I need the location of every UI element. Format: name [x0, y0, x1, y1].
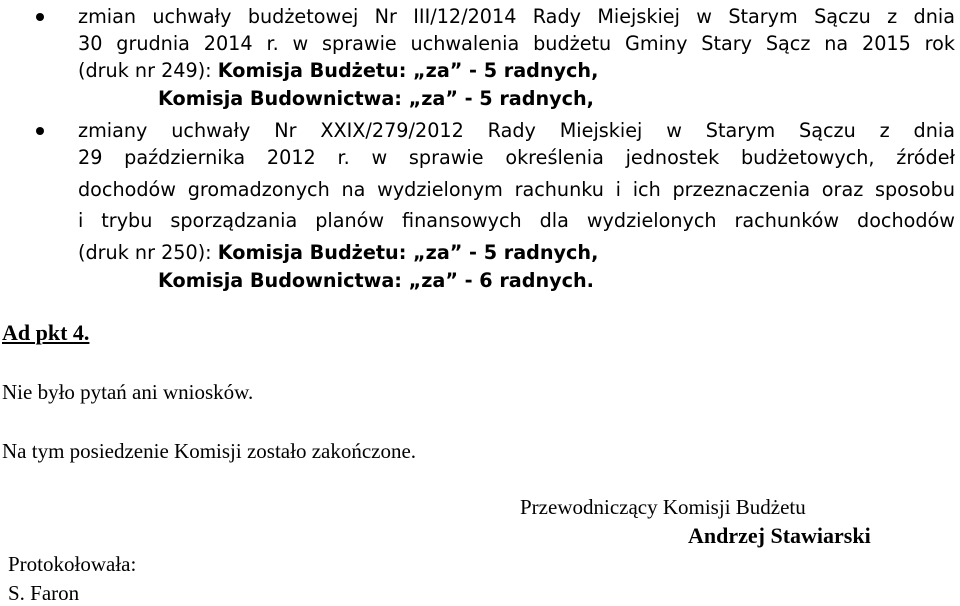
item2-line2: 29 października 2012 r. w sprawie określenia jednostek budżetowych, źródeł [78, 146, 955, 169]
item1-line2: 30 grudnia 2014 r. w sprawie uchwalenia budżetu Gminy Stary Sącz na 2015 rok [78, 32, 955, 55]
chair-title: Przewodniczący Komisji Budżetu [520, 495, 806, 519]
item2-line6 [158, 268, 594, 294]
item1-vote-budget: Komisja Budżetu: „za” - 5 radnych, [217, 59, 599, 82]
item1-vote-construction: Komisja Budownictwa: „za” - 5 radnych, [158, 87, 594, 110]
item2-vote-construction: Komisja Budownictwa: „za” - 6 radnych. [158, 269, 594, 292]
bullet-icon [36, 13, 44, 21]
item2-line5 [78, 240, 598, 266]
closing-text: Na tym posiedzenie Komisji zostało zakończone. [2, 439, 417, 463]
item2-vote-budget: Komisja Budżetu: „za” - 5 radnych, [217, 241, 599, 264]
item1-druk: (druk nr 249): [78, 59, 218, 82]
item1-line3 [78, 58, 598, 84]
item2-druk: (druk nr 250): [78, 241, 218, 264]
item1-line4 [158, 86, 594, 112]
item2-line4: i trybu sporządzania planów finansowych dla wydzielonych rachunków dochodów [78, 209, 955, 232]
bullet-icon [36, 127, 44, 135]
item1-line1: zmian uchwały budżetowej Nr III/12/2014 Rady Miejskiej w Starym Sączu z dnia [78, 5, 955, 28]
protocol-label: Protokołowała: [8, 552, 137, 576]
chair-name: Andrzej Stawiarski [688, 523, 871, 548]
no-questions-text: Nie było pytań ani wniosków. [2, 380, 254, 404]
item2-line1: zmiany uchwały Nr XXIX/279/2012 Rady Miejskiej w Starym Sączu z dnia [78, 119, 955, 142]
protocol-name: S. Faron [8, 581, 80, 605]
item2-line3: dochodów gromadzonych na wydzielonym rachunku i ich przeznaczenia oraz sposobu [78, 178, 955, 201]
section-heading: Ad pkt 4. [2, 320, 90, 345]
